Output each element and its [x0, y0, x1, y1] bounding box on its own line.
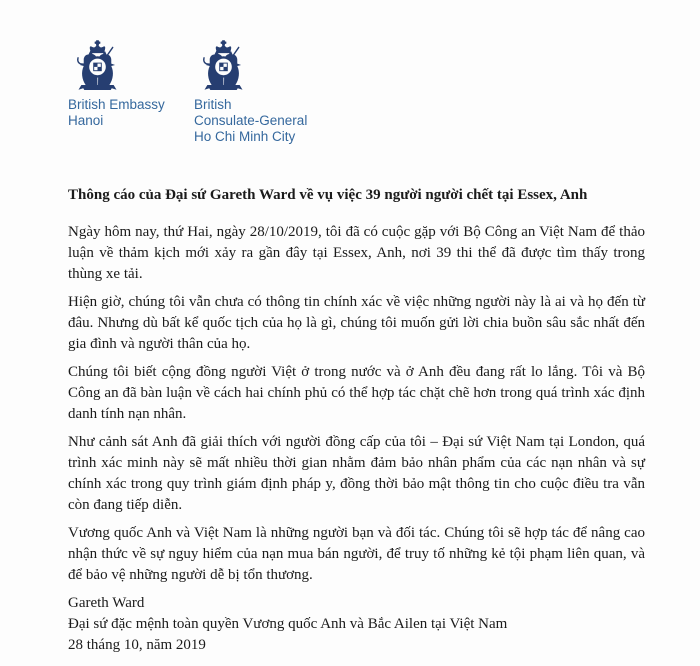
embassy-logo-text: [68, 97, 180, 129]
consulate-logo-hcmc: [194, 40, 307, 145]
press-release-body: [68, 185, 645, 656]
royal-coat-of-arms-icon: [69, 40, 126, 90]
logo-text-line: Hanoi: [68, 113, 104, 128]
royal-coat-of-arms-icon: [195, 40, 252, 90]
signature-date: 28 tháng 10, năm 2019: [68, 637, 206, 653]
embassy-logo-hanoi: [68, 40, 180, 129]
body-paragraph: Ngày hôm nay, thứ Hai, ngày 28/10/2019, tôi đã có cuộc gặp với Bộ Công an Việt Nam để thảo luận về thảm kịch mới xảy ra gần đây tại Essex, Anh, nơi 39 thi thể đã được tìm thấy trong thùng xe tải.: [68, 224, 645, 282]
logo-text-line: British Embassy: [68, 97, 165, 112]
logo-text-line: Consulate-General: [194, 113, 308, 128]
signature-block: [68, 593, 645, 656]
letterhead: [0, 0, 700, 145]
logo-text-line: British: [194, 97, 232, 112]
consulate-logo-text: [194, 97, 307, 145]
press-release-title: Thông cáo của Đại sứ Gareth Ward về vụ việc 39 người người chết tại Essex, Anh: [68, 187, 588, 203]
body-paragraph: Chúng tôi biết cộng đồng người Việt ở trong nước và ở Anh đều đang rất lo lắng. Tôi và Bộ Công an đã bàn luận về cách hai chính phủ có thể hợp tác chặt chẽ hơn trong quá trình xác định danh tính nạn nhân.: [68, 364, 645, 422]
body-paragraph: Vương quốc Anh và Việt Nam là những người bạn và đối tác. Chúng tôi sẽ hợp tác để nâng cao nhận thức về sự nguy hiểm của nạn mua bán người, để truy tố những kẻ tội phạm liên quan, và để bảo vệ những người dễ bị tổn thương.: [68, 525, 645, 583]
logo-text-line: Ho Chi Minh City: [194, 129, 296, 144]
body-paragraph: Như cảnh sát Anh đã giải thích với người đồng cấp của tôi – Đại sứ Việt Nam tại London, quá trình xác minh này sẽ mất nhiều thời gian nhằm đảm bảo nhân phẩm của các nạn nhân và sự chính xác trong quy trình giám định pháp y, đồng thời bảo mật thông tin cho cuộc điều tra vẫn còn đang tiếp diễn.: [68, 434, 645, 513]
signature-name: Gareth Ward: [68, 595, 145, 611]
signature-role: Đại sứ đặc mệnh toàn quyền Vương quốc Anh và Bắc Ailen tại Việt Nam: [68, 616, 508, 632]
body-paragraph: Hiện giờ, chúng tôi vẫn chưa có thông tin chính xác về việc những người này là ai và họ đến từ đâu. Nhưng dù bất kể quốc tịch của họ là gì, chúng tôi muốn gửi lời chia buồn sâu sắc nhất đến gia đình và người thân của họ.: [68, 294, 645, 352]
